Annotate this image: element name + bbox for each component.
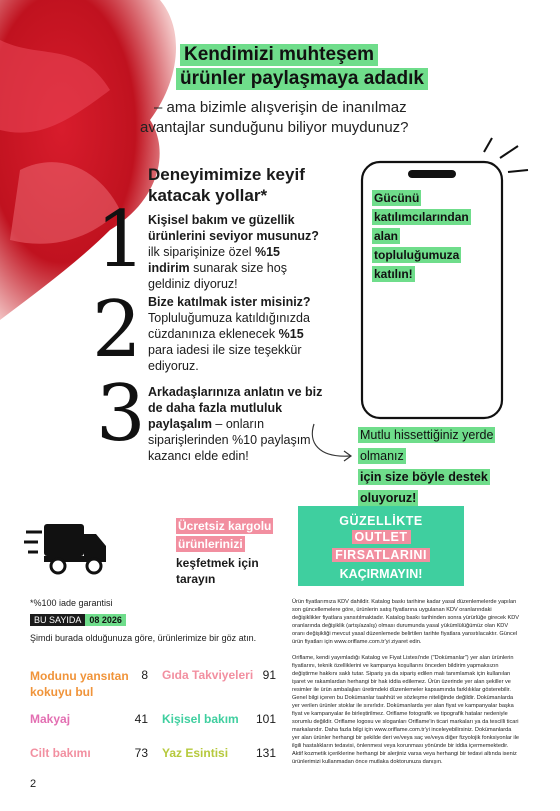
category-personal-care-page: 101 xyxy=(255,712,276,726)
step-3-text-1: – onların siparişlerinden %10 paylaşım kazancı elde edin! xyxy=(148,417,311,463)
join-line-2: için size böyle destek oluyoruz! xyxy=(360,470,488,505)
step-2-text-2: para iadesi ile size teşekkür ediyoruz. xyxy=(148,343,302,373)
category-personal-care[interactable]: Kişisel bakım xyxy=(162,712,239,726)
outlet-line-3: FIRSATLARINI xyxy=(332,548,430,562)
phone-text xyxy=(372,189,472,284)
legal-paragraph-1: Ürün fiyatlarımıza KDV dahildir. Katalog baskı tarihine kadar yasal düzenlemelerde yapılan son güncellemelere göre, ürünlerin satış fiyatlarına uygulanan KDV oranlarındaki değişiklikler fiyatlara yansıtılmaktadır. Katalog baskı tarihinden sonra yürürlüğe girecek KDV oranlarında değişiklik (artış/azalış) olması durumunda yasal yükümlülüğümüz olan KDV oranı değişikliği mevcut yasal düzenlemede belirtilen tarihte fiyatlara yansıtılacaktır. Güncel ürün fiyatları için www.oriflame.com.tr'yi ziyaret edin. xyxy=(292,599,519,645)
category-skincare[interactable]: Cilt bakımı xyxy=(30,746,91,760)
category-skincare-page: 73 xyxy=(134,746,148,760)
curved-arrow-icon xyxy=(300,420,360,470)
step-2-bold: Bize katılmak ister misiniz? xyxy=(148,295,311,309)
steps-title: Deneyimimize keyif katacak yollar* xyxy=(148,165,305,205)
delivery-truck-icon xyxy=(24,520,108,576)
outlet-line-2: OUTLET xyxy=(352,530,411,544)
step-number-2: 2 xyxy=(92,285,142,375)
free-shipping-highlight: Ücretsiz kargolu ürünlerinizi xyxy=(178,519,272,551)
issue-subtitle: Şimdi burada olduğunuza göre, ürünlerimize bir göz atın. xyxy=(30,633,257,643)
step-2-text xyxy=(148,294,323,374)
category-fragrance[interactable]: Modunu yansıtan kokuyu bul xyxy=(30,669,129,699)
headline-line-2: ürünler paylaşmaya adadık xyxy=(176,68,428,90)
step-number-1: 1 xyxy=(96,195,146,285)
outlet-line-1: GÜZELLİKTE xyxy=(339,514,423,528)
scan-text: keşfetmek için tarayın xyxy=(176,556,259,586)
step-1-text xyxy=(148,212,323,292)
outlet-banner[interactable] xyxy=(298,506,464,586)
step-number-3: 3 xyxy=(96,369,146,459)
category-supplements-page: 91 xyxy=(262,668,276,682)
step-1-text-1: ilk siparişinize özel xyxy=(148,245,255,259)
headline-subtitle-1: – ama bizimle alışverişin de inanılmaz xyxy=(154,99,407,116)
join-line-1: Mutlu hissettiğiniz yerde olmanız xyxy=(360,428,494,463)
legal-paragraph-2: Oriflame, kendi yayımladığı Katalog ve Fiyat Listesi'nde ("Dokümanlar") yer alan ürünlerin fiyatlarını, teknik özelliklerini ve kampanya koşullarını önceden bildirim yapmaksızın değiştirme hakkını saklı tutar. Sipariş ya da sipariş edilen malı tanımlamak için kullanılan işaret ve rakamlardan herhangi bir hak iddia edilemez. Ürün üzerinde yer alan şekiller ve resimler ile ürün ambalajları üretimdeki düzenlemeler kapsamında farklılıklar gösterebilir. Genel bilgi içeren bu Dokümanlar taahhüt ve sözleşme niteliğinde değildir. Dokümanlarda yer verilen ürünler stoklar ile sınırlıdır. Dokümanlarda yer alan fiyat ve kampanyalar başka fiyat ve kampanyalar ile birleştirilmez. Oriflame fotografik ve tipografik hatalar nedeniyle sorumlu değildir. Oriflame logosu ve sloganları Oriflame'in ticari markaları ya da tescilli ticari markalarıdır. Daha fazla bilgi için www.oriflame.com.tr'yi inceleyebilirsiniz. Dokümanlarda yer alan ürünler herhangi bir şekilde deri ve/veya saç ve/veya diğer fizyolojik fonksiyonlar ile ilgili hastalıkların tedavisi, önlenmesi veya korunması yönünde bir iddia içermemektedir. Aktif kozmetik içeriklerine herhangi bir alerjiniz varsa veya herhangi bir tedavi altında iseniz ürünlerimizi kullanmadan önce mutlaka doktorunuza danışın. xyxy=(292,655,519,765)
step-1-bold-2: %15 indirim xyxy=(148,245,281,275)
headline-line-1: Kendimizi muhteşem xyxy=(180,44,378,66)
issue-date: 08 2026 xyxy=(85,614,126,626)
category-summer-page: 131 xyxy=(255,746,276,760)
refund-note: *%100 iade garantisi xyxy=(30,598,113,608)
issue-badge xyxy=(30,614,126,626)
category-supplements[interactable]: Gıda Takviyeleri xyxy=(162,668,254,682)
category-makeup[interactable]: Makyaj xyxy=(30,712,71,726)
step-3-bold: Arkadaşlarınıza anlatın ve biz de daha fazla mutluluk paylaşalım xyxy=(148,385,323,431)
step-2-bold-2: %15 xyxy=(278,327,304,341)
outlet-line-4: KAÇIRMAYIN! xyxy=(339,567,423,581)
step-1-text-2: sunarak size hoş geldiniz diyoruz! xyxy=(148,261,287,291)
category-fragrance-page: 8 xyxy=(141,668,148,682)
page-number: 2 xyxy=(30,778,37,790)
step-2-text-1: Topluluğumuza katıldığınızda cüzdanınıza eklenecek xyxy=(148,311,310,341)
category-summer[interactable]: Yaz Esintisi xyxy=(162,746,229,760)
free-shipping-scan[interactable] xyxy=(176,517,286,587)
legal-text xyxy=(292,598,520,774)
issue-label: BU SAYIDA xyxy=(30,614,85,626)
phone-highlight: Gücünü katılımcılarından alan topluluğumuza katılın! xyxy=(374,191,469,281)
step-3-text xyxy=(148,384,323,464)
headline-subtitle-2: avantajlar sunduğunu biliyor muydunuz? xyxy=(140,119,409,136)
category-makeup-page: 41 xyxy=(134,712,148,726)
join-text xyxy=(358,425,528,509)
step-1-bold: Kişisel bakım ve güzellik ürünlerini seviyor musunuz? xyxy=(148,213,319,243)
